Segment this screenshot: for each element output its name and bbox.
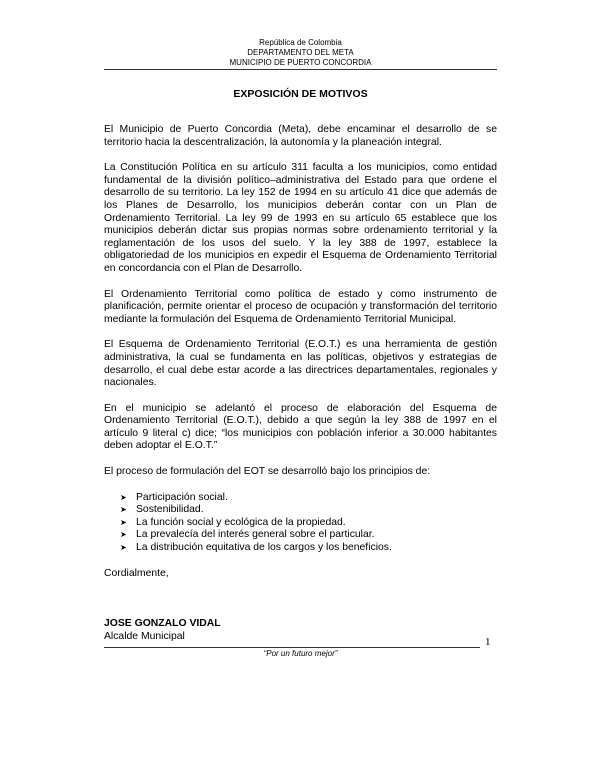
document-title: EXPOSICIÓN DE MOTIVOS <box>233 88 368 100</box>
list-item-text: La función social y ecológica de la propiedad. <box>136 516 346 528</box>
paragraph: El proceso de formulación del EOT se desarrolló bajo los principios de: <box>104 466 431 478</box>
list-item <box>120 504 497 517</box>
paragraph: El Esquema de Ordenamiento Territorial (E.O.T.) es una herramienta de gestión administrativa, la cual se fundamenta en las políticas, objetivos y estrategias de desarrollo, el cual debe estar acorde a las directrices departamentales, regionales y nacionales. <box>104 339 497 389</box>
paragraph: En el municipio se adelantó el proceso de elaboración del Esquema de Ordenamiento Territorial (E.O.T.), debido a que según la ley 388 de 1997 en el artículo 9 literal c) dice; “los municipios con población inferior a 30.000 habitantes deben adoptar el E.O.T.” <box>104 402 497 452</box>
document-body <box>104 124 497 643</box>
arrowhead-bullet-icon: ➤ <box>120 517 127 527</box>
header-department: DEPARTAMENTO DEL META <box>247 48 354 57</box>
closing-salutation: Cordialmente, <box>104 567 169 579</box>
arrowhead-bullet-icon: ➤ <box>120 530 127 540</box>
principles-list <box>104 492 497 555</box>
list-item-text: Sostenibilidad. <box>136 504 204 516</box>
page-number: 1 <box>485 636 491 648</box>
paragraph: El Ordenamiento Territorial como política de estado y como instrumento de planificación, permite orientar el proceso de ocupación y transformación del territorio mediante la formulación del Esquema de Ordenamiento Territorial Municipal. <box>104 288 497 325</box>
list-item-text: La prevalecía del interés general sobre el particular. <box>136 529 375 541</box>
header-country: República de Colombia <box>259 38 342 47</box>
signer-name: JOSE GONZALO VIDAL <box>104 618 221 630</box>
arrowhead-bullet-icon: ➤ <box>120 543 127 553</box>
document-header <box>104 38 497 68</box>
header-divider <box>104 69 497 70</box>
list-item <box>120 517 497 530</box>
footer-slogan: “Por un futuro mejor” <box>263 649 338 658</box>
footer-divider <box>104 647 480 648</box>
list-item <box>120 529 497 542</box>
list-item <box>120 492 497 505</box>
paragraph: La Constitución Política en su artículo 311 faculta a los municipios, como entidad fundamental de la división político–administrativa del Estado para que ordene el desarrollo de su territorio. La ley 152 de 1994 en su artículo 41 dice que además de los Planes de Desarrollo, los municipios deberán contar con un Plan de Ordenamiento Territorial. La ley 99 de 1993 en su artículo 65 establece que los municipios deberán dictar sus propias normas sobre ordenamiento territorial y la reglamentación de los usos del suelo. Y la ley 388 de 1997, establece la obligatoriedad de los municipios en expedir el Esquema de Ordenamiento Territorial en concordancia con el Plan de Desarrollo. <box>104 162 497 274</box>
paragraph: El Municipio de Puerto Concordia (Meta), debe encaminar el desarrollo de se territorio hacia la descentralización, la autonomía y la planeación integral. <box>104 124 497 148</box>
header-municipality: MUNICIPIO DE PUERTO CONCORDIA <box>229 58 372 67</box>
list-item <box>120 542 497 555</box>
list-item-text: La distribución equitativa de los cargos y los beneficios. <box>136 542 392 554</box>
list-item-text: Participación social. <box>136 491 228 503</box>
signer-position: Alcalde Municipal <box>104 630 185 642</box>
arrowhead-bullet-icon: ➤ <box>120 492 127 502</box>
arrowhead-bullet-icon: ➤ <box>120 505 127 515</box>
